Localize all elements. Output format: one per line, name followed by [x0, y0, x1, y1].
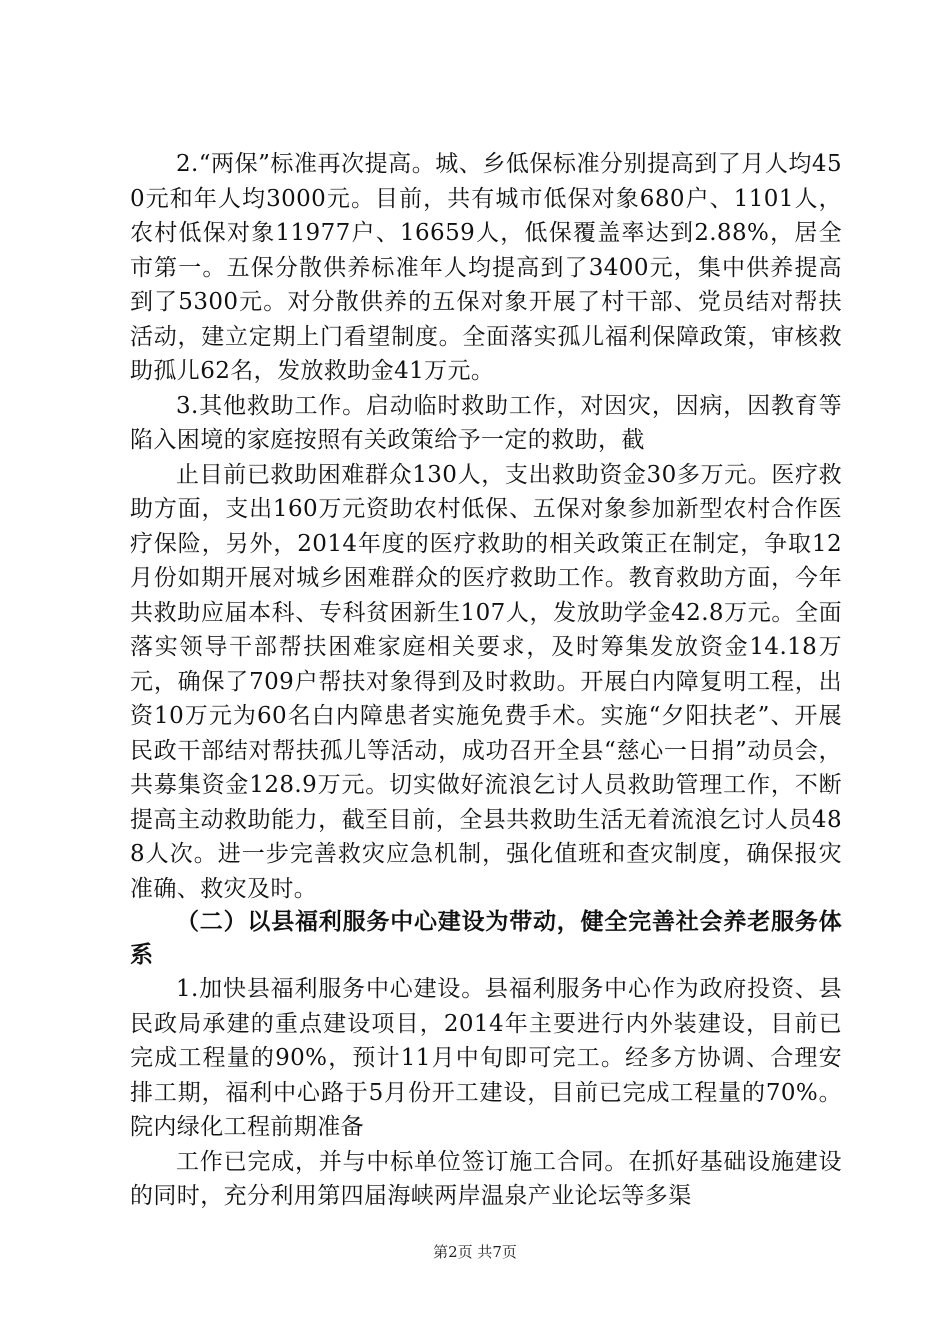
paragraph-welfare-center: 1.加快县福利服务中心建设。县福利服务中心作为政府投资、县民政局承建的重点建设项目，2014年主要进行内外装建设，目前已完成工程量的90%，预计11月中旬即可完工。经多方协调、合理安排工期，福利中心路于5月份开工建设，目前已完成工程量的70%。院内绿化工程前期准备 [130, 976, 842, 1140]
paragraph-construction-continued: 工作已完成，并与中标单位签订施工合同。在抓好基础设施建设的同时，充分利用第四届海峡两岸温泉产业论坛等多渠 [130, 1148, 842, 1209]
document-body [130, 147, 842, 1214]
paragraph-assistance-details: 止目前已救助困难群众130人，支出救助资金30多万元。医疗救助方面，支出160万元资助农村低保、五保对象参加新型农村合作医疗保险，另外，2014年度的医疗救助的相关政策正在制定，争取12月份如期开展对城乡困难群众的医疗救助工作。教育救助方面，今年共救助应届本科、专科贫困新生107人，发放助学金42.8万元。全面落实领导干部帮扶困难家庭相关要求，及时筹集发放资金14.18万元，确保了709户帮扶对象得到及时救助。开展白内障复明工程，出资10万元为60名白内障患者实施免费手术。实施“夕阳扶老”、开展民政干部结对帮扶孤儿等活动，成功召开全县“慈心一日捐”动员会，共募集资金128.9万元。切实做好流浪乞讨人员救助管理工作，不断提高主动救助能力，截至目前，全县共救助生活无着流浪乞讨人员488人次。进一步完善救灾应急机制，强化值班和查灾制度，确保报灾准确、救灾及时。 [130, 461, 842, 902]
page-footer: 第2页 共7页 [433, 1243, 517, 1261]
paragraph-other-assistance: 3.其他救助工作。启动临时救助工作，对因灾，因病，因教育等陷入困境的家庭按照有关政策给予一定的救助，截 [130, 392, 842, 453]
section-heading: （二）以县福利服务中心建设为带动，健全完善社会养老服务体系 [130, 909, 842, 968]
paragraph-low-income-standards: 2.“两保”标准再次提高。城、乡低保标准分别提高到了月人均450元和年人均3000元。目前，共有城市低保对象680户、1101人，农村低保对象11977户、16659人，低保覆盖率达到2.88%，居全市第一。五保分散供养标准年人均提高到了3400元，集中供养提高到了5300元。对分散供养的五保对象开展了村干部、党员结对帮扶活动，建立定期上门看望制度。全面落实孤儿福利保障政策，审核救助孤儿62名，发放救助金41万元。 [130, 151, 842, 384]
